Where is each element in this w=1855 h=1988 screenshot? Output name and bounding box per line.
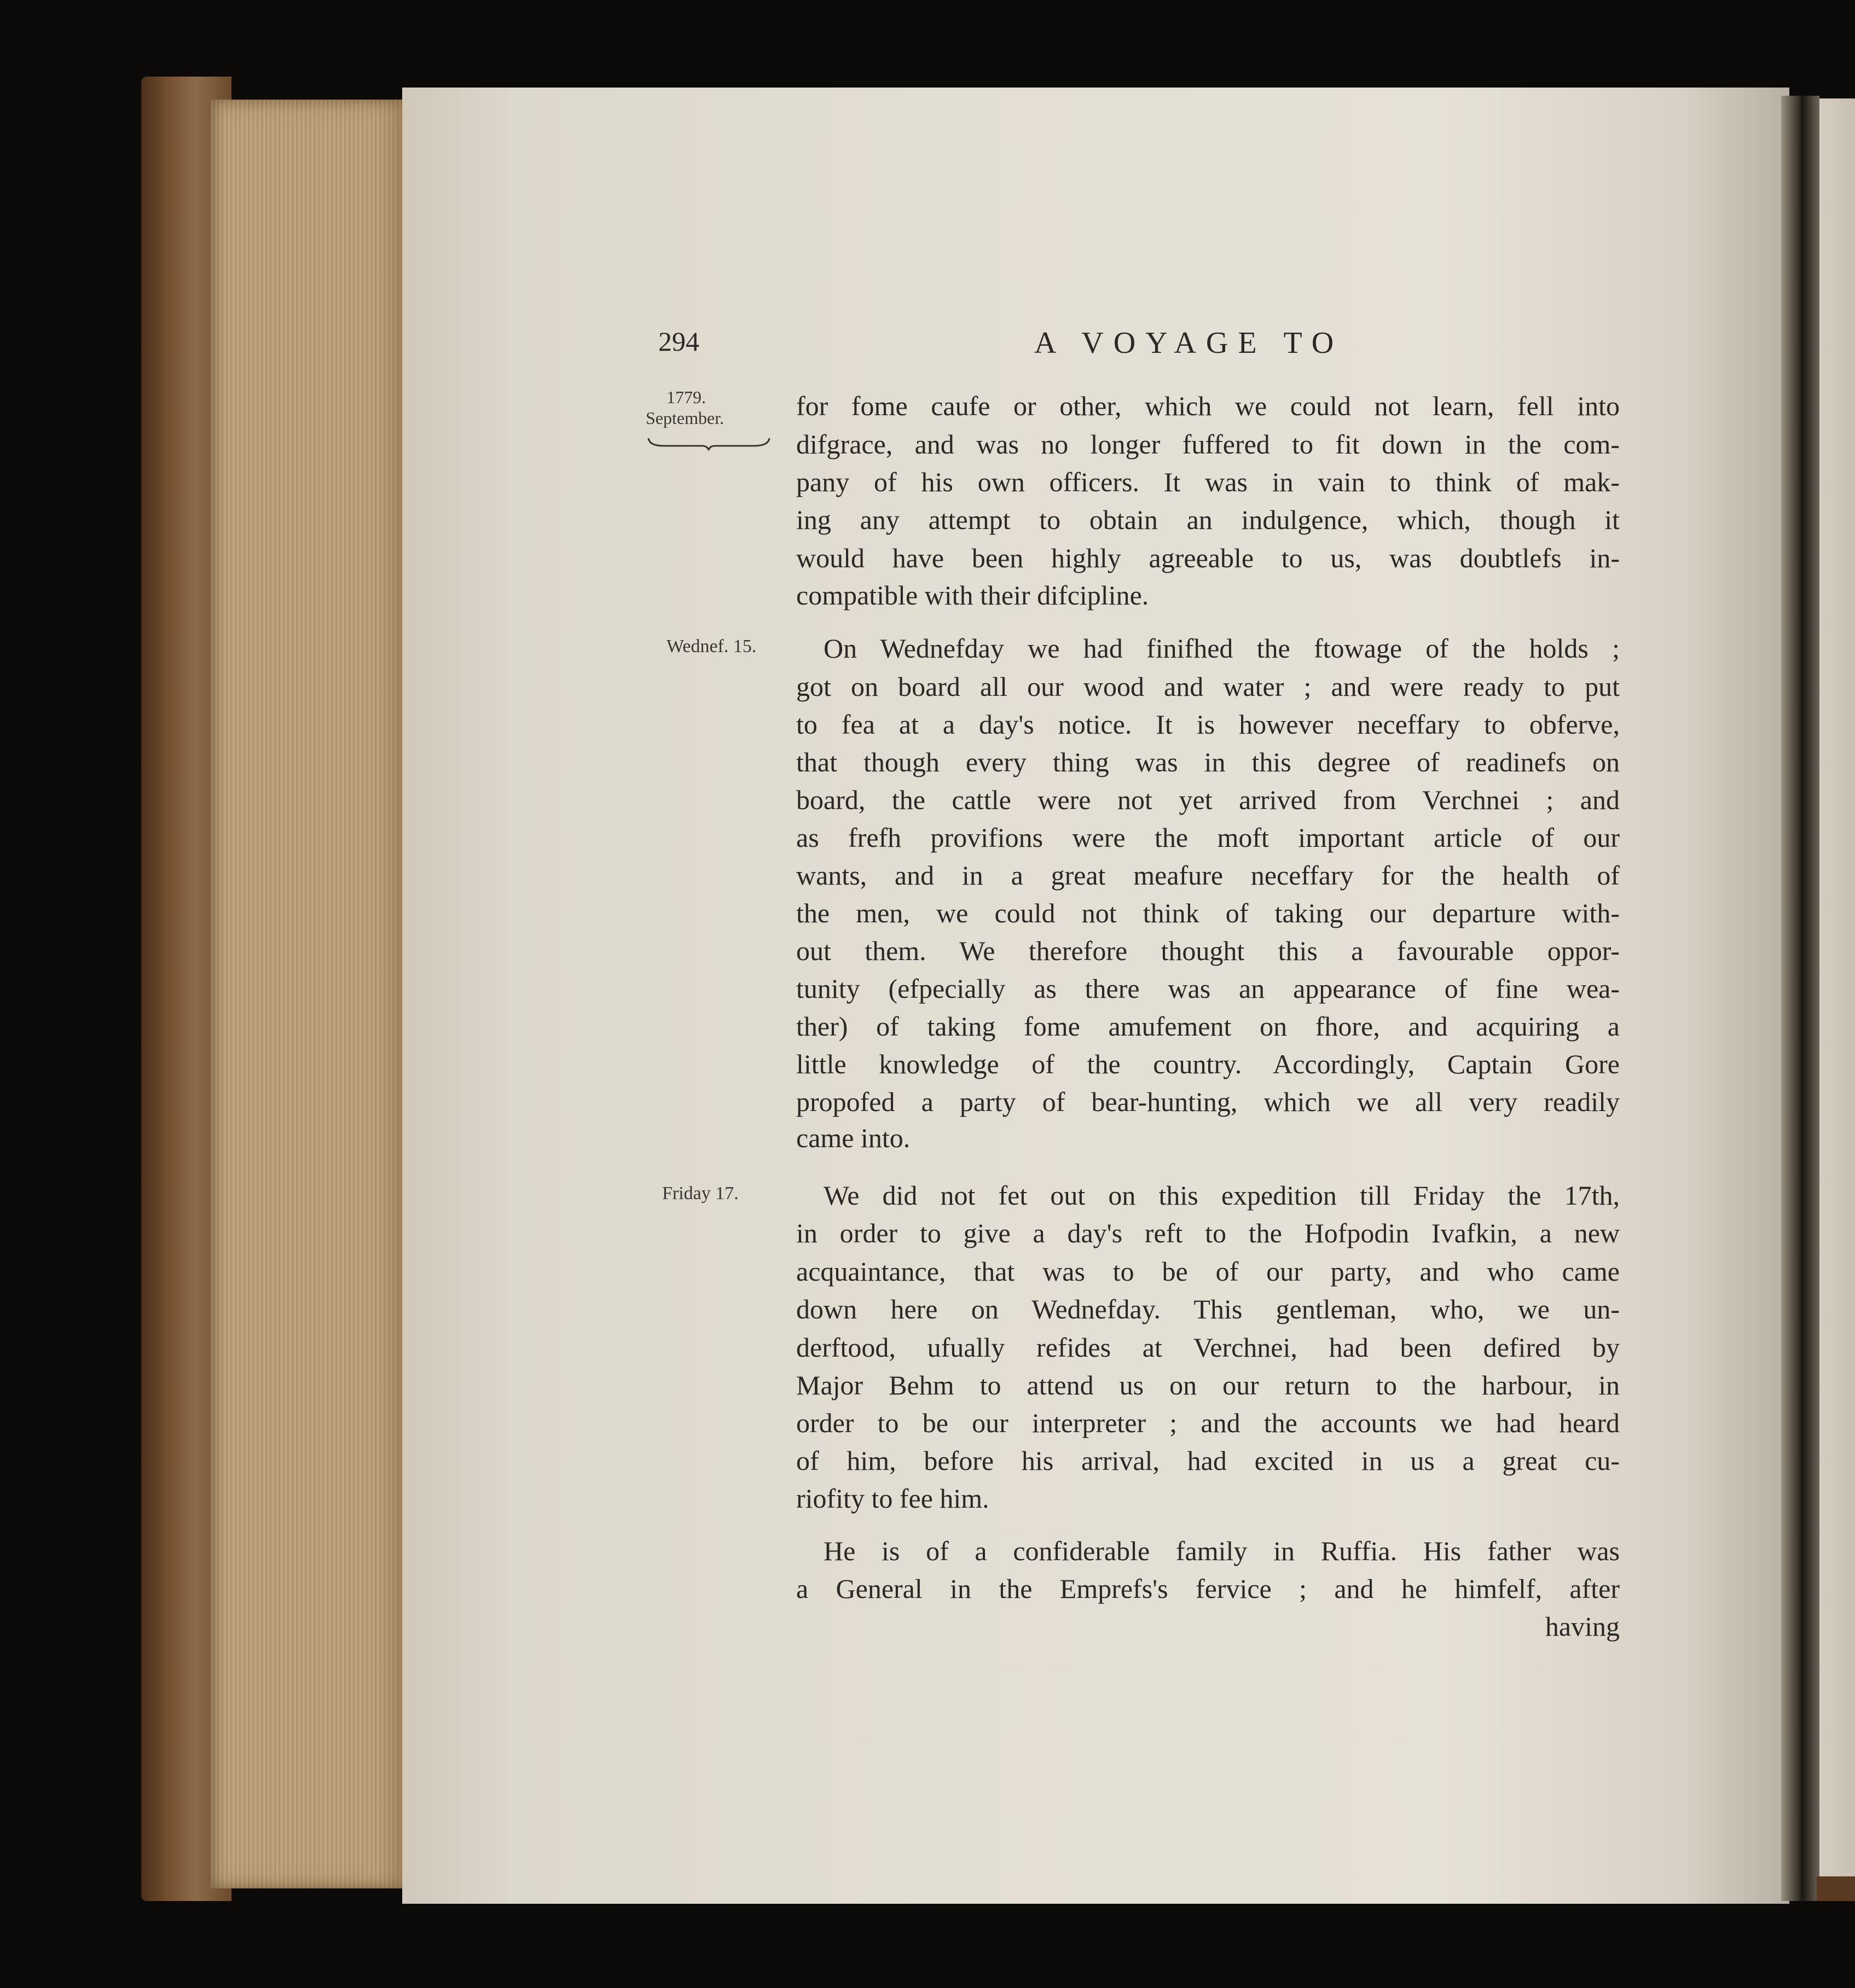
text-line: got on board all our wood and water ; and were ready to put — [796, 671, 1620, 702]
text-line: acquaintance, that was to be of our party, and who came — [796, 1256, 1620, 1287]
text-line: little knowledge of the country. Accordingly, Captain Gore — [796, 1049, 1620, 1079]
gutter — [1781, 96, 1819, 1901]
text-line: ther) of taking fome amufement on fhore, and acquiring a — [796, 1011, 1620, 1042]
page-number: 294 — [658, 326, 699, 357]
text-line: He is of a confiderable family in Ruffia. His father was — [824, 1536, 1620, 1566]
catchword: having — [1545, 1611, 1620, 1642]
text-line: down here on Wednefday. This gentleman, who, we un- — [796, 1294, 1620, 1324]
text-line: ing any attempt to obtain an indulgence, which, though it — [796, 504, 1620, 535]
text-line: the men, we could not think of taking our departure with- — [796, 898, 1620, 928]
text-line: On Wednefday we had finifhed the ftowage of the holds ; — [824, 633, 1620, 664]
text-line: compatible with their difcipline. — [796, 580, 1149, 611]
text-line: of him, before his arrival, had excited in us a great cu- — [796, 1445, 1620, 1476]
margin-month: September. — [646, 408, 724, 428]
text-line: for fome caufe or other, which we could not learn, fell into — [796, 391, 1620, 421]
text-line: We did not fet out on this expedition till Friday the 17th, — [824, 1180, 1620, 1211]
margin-date-wednesday: Wednef. 15. — [666, 636, 757, 656]
text-line: to fea at a day's notice. It is however neceffary to obferve, — [796, 709, 1620, 740]
text-line: order to be our interpreter ; and the accounts we had heard — [796, 1408, 1620, 1438]
text-line: wants, and in a great meafure neceffary for the health of — [796, 860, 1620, 891]
text-line: came into. — [796, 1123, 911, 1153]
running-head: A VOYAGE TO — [1034, 326, 1344, 360]
margin-brace — [647, 436, 770, 451]
margin-date-friday: Friday 17. — [662, 1183, 739, 1204]
text-line: board, the cattle were not yet arrived from Verchnei ; and — [796, 784, 1620, 815]
text-line: in order to give a day's reft to the Hofpodin Ivafkin, a new — [796, 1218, 1620, 1248]
text-line: as frefh provifions were the moft important article of our — [796, 822, 1620, 853]
leather-cover-right — [1817, 1876, 1855, 1901]
margin-year: 1779. — [666, 387, 706, 407]
text-line: difgrace, and was no longer fuffered to fit down in the com- — [796, 429, 1620, 460]
text-line: a General in the Emprefs's fervice ; and he himfelf, after — [796, 1573, 1620, 1604]
text-line: propofed a party of bear-hunting, which we all very readily — [796, 1086, 1620, 1117]
text-line: that though every thing was in this degree of readinefs on — [796, 747, 1620, 777]
text-line: out them. We therefore thought this a favourable oppor- — [796, 935, 1620, 966]
text-line: riofity to fee him. — [796, 1483, 989, 1514]
text-line: derftood, ufually refides at Verchnei, had been defired by — [796, 1332, 1620, 1363]
text-line: tunity (efpecially as there was an appearance of fine wea- — [796, 973, 1620, 1004]
page-edges — [211, 100, 405, 1888]
facing-page-edge — [1819, 98, 1855, 1882]
text-line: Major Behm to attend us on our return to the harbour, in — [796, 1370, 1620, 1400]
text-line: would have been highly agreeable to us, was doubtlefs in- — [796, 543, 1620, 573]
text-line: pany of his own officers. It was in vain to think of mak- — [796, 467, 1620, 497]
